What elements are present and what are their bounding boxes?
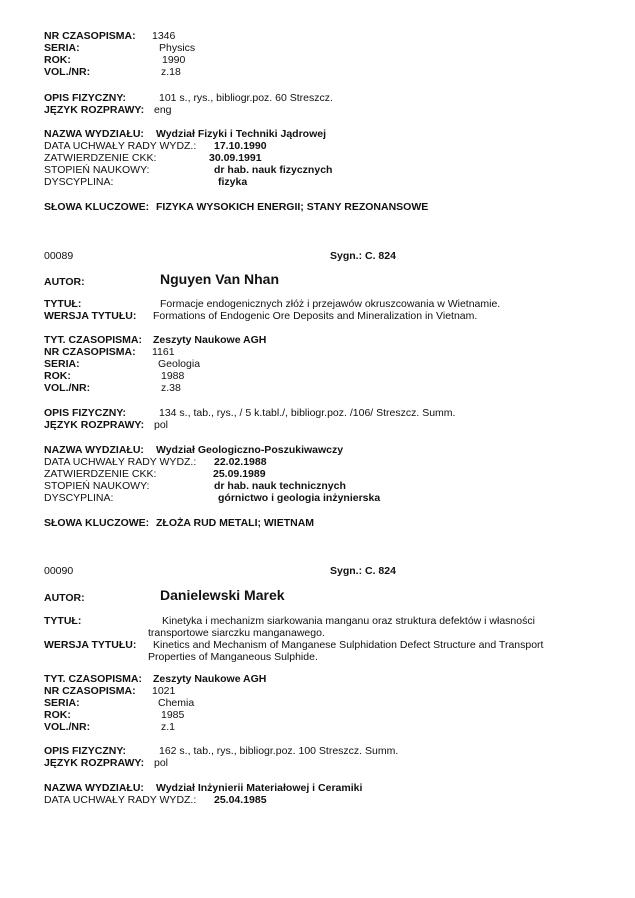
stopien-value: dr hab. nauk technicznych xyxy=(214,480,346,492)
wersja-tytulu-line1: Kinetics and Mechanism of Manganese Sulphidation Defect Structure and Transport xyxy=(153,639,544,651)
stopien-label: STOPIEŃ NAUKOWY: xyxy=(44,480,150,492)
dyscyplina-value: fizyka xyxy=(218,176,248,188)
wersja-tytulu-label: WERSJA TYTUŁU: xyxy=(44,639,137,651)
autor-value: Danielewski Marek xyxy=(160,587,285,603)
tytul-label: TYTUŁ: xyxy=(44,298,82,310)
vol-nr-value: z.1 xyxy=(161,721,176,733)
tyt-czasopisma-value: Zeszyty Naukowe AGH xyxy=(153,334,267,346)
slowa-kluczowe-value: ZŁOŻA RUD METALI; WIETNAM xyxy=(156,517,315,529)
tyt-czasopisma-value: Zeszyty Naukowe AGH xyxy=(153,673,267,685)
dyscyplina-label: DYSCYPLINA: xyxy=(44,176,114,188)
rok-value: 1985 xyxy=(161,709,185,721)
data-uchwaly-value: 25.04.1985 xyxy=(214,794,267,806)
opis-fizyczny-value: 134 s., tab., rys., / 5 k.tabl./, bibliogr.poz. /106/ Streszcz. Summ. xyxy=(159,407,456,419)
stopien-value: dr hab. nauk fizycznych xyxy=(214,164,333,176)
data-uchwaly-value: 22.02.1988 xyxy=(214,456,267,468)
opis-fizyczny-value: 101 s., rys., bibliogr.poz. 60 Streszcz. xyxy=(159,92,333,104)
data-uchwaly-label: DATA UCHWAŁY RADY WYDZ.: xyxy=(44,140,197,152)
autor-label: AUTOR: xyxy=(44,276,85,288)
nr-czasopisma-label: NR CZASOPISMA: xyxy=(44,30,136,42)
vol-nr-value: z.38 xyxy=(161,382,181,394)
nr-czasopisma-label: NR CZASOPISMA: xyxy=(44,346,136,358)
tytul-line1: Kinetyka i mechanizm siarkowania manganu oraz struktura defektów i własności xyxy=(162,615,535,627)
nr-czasopisma-value: 1161 xyxy=(152,346,175,358)
jezyk-value: pol xyxy=(154,419,169,431)
opis-fizyczny-label: OPIS FIZYCZNY: xyxy=(44,407,127,419)
seria-value: Geologia xyxy=(158,358,201,370)
rok-value: 1988 xyxy=(161,370,185,382)
opis-fizyczny-value: 162 s., tab., rys., bibliogr.poz. 100 Streszcz. Summ. xyxy=(159,745,399,757)
vol-nr-label: VOL./NR: xyxy=(44,66,91,78)
seria-value: Chemia xyxy=(158,697,195,709)
signature: Sygn.: C. 824 xyxy=(330,250,396,262)
vol-nr-value: z.18 xyxy=(161,66,181,78)
dyscyplina-value: górnictwo i geologia inżynierska xyxy=(218,492,381,504)
jezyk-label: JĘZYK ROZPRAWY: xyxy=(44,757,145,769)
wydzial-label: NAZWA WYDZIAŁU: xyxy=(44,128,144,140)
wydzial-label: NAZWA WYDZIAŁU: xyxy=(44,782,144,794)
wydzial-value: Wydział Geologiczno-Poszukiwawczy xyxy=(156,444,344,456)
wersja-tytulu-line2: Properties of Manganeous Sulphide. xyxy=(148,651,318,663)
opis-fizyczny-label: OPIS FIZYCZNY: xyxy=(44,92,127,104)
record-id: 00089 xyxy=(44,250,74,262)
vol-nr-label: VOL./NR: xyxy=(44,721,91,733)
data-uchwaly-label: DATA UCHWAŁY RADY WYDZ.: xyxy=(44,794,197,806)
rok-value: 1990 xyxy=(162,54,186,66)
vol-nr-label: VOL./NR: xyxy=(44,382,91,394)
seria-label: SERIA: xyxy=(44,358,80,370)
nr-czasopisma-value: 1021 xyxy=(152,685,176,697)
wersja-tytulu-label: WERSJA TYTUŁU: xyxy=(44,310,137,322)
wydzial-value: Wydział Fizyki i Techniki Jądrowej xyxy=(156,128,326,140)
seria-value: Physics xyxy=(159,42,196,54)
seria-label: SERIA: xyxy=(44,697,80,709)
stopien-label: STOPIEŃ NAUKOWY: xyxy=(44,164,150,176)
autor-label: AUTOR: xyxy=(44,592,85,604)
zatwierdzenie-value: 30.09.1991 xyxy=(209,152,262,164)
record-id: 00090 xyxy=(44,565,74,577)
autor-value: Nguyen Van Nhan xyxy=(160,271,280,287)
nr-czasopisma-label: NR CZASOPISMA: xyxy=(44,685,136,697)
jezyk-label: JĘZYK ROZPRAWY: xyxy=(44,104,145,116)
wersja-tytulu-value: Formations of Endogenic Ore Deposits and Mineralization in Vietnam. xyxy=(153,310,478,322)
wydzial-label: NAZWA WYDZIAŁU: xyxy=(44,444,144,456)
data-uchwaly-label: DATA UCHWAŁY RADY WYDZ.: xyxy=(44,456,197,468)
jezyk-value: pol xyxy=(154,757,169,769)
signature: Sygn.: C. 824 xyxy=(330,565,396,577)
tyt-czasopisma-label: TYT. CZASOPISMA: xyxy=(44,673,143,685)
tytul-value: Formacje endogenicznych złóż i przejawów okruszcowania w Wietnamie. xyxy=(160,298,501,310)
rok-label: ROK: xyxy=(44,709,71,721)
jezyk-label: JĘZYK ROZPRAWY: xyxy=(44,419,145,431)
wydzial-value: Wydział Inżynierii Materiałowej i Ceramiki xyxy=(156,782,363,794)
tytul-line2: transportowe siarczku manganawego. xyxy=(148,627,325,639)
zatwierdzenie-label: ZATWIERDZENIE CKK: xyxy=(44,468,157,480)
rok-label: ROK: xyxy=(44,54,71,66)
slowa-kluczowe-value: FIZYKA WYSOKICH ENERGII; STANY REZONANSOWE xyxy=(156,201,429,213)
tytul-label: TYTUŁ: xyxy=(44,615,82,627)
seria-label: SERIA: xyxy=(44,42,80,54)
slowa-kluczowe-label: SŁOWA KLUCZOWE: xyxy=(44,517,150,529)
dyscyplina-label: DYSCYPLINA: xyxy=(44,492,114,504)
tyt-czasopisma-label: TYT. CZASOPISMA: xyxy=(44,334,143,346)
data-uchwaly-value: 17.10.1990 xyxy=(214,140,267,152)
slowa-kluczowe-label: SŁOWA KLUCZOWE: xyxy=(44,201,150,213)
opis-fizyczny-label: OPIS FIZYCZNY: xyxy=(44,745,127,757)
zatwierdzenie-label: ZATWIERDZENIE CKK: xyxy=(44,152,157,164)
nr-czasopisma-value: 1346 xyxy=(152,30,176,42)
jezyk-value: eng xyxy=(154,104,172,116)
zatwierdzenie-value: 25.09.1989 xyxy=(213,468,266,480)
rok-label: ROK: xyxy=(44,370,71,382)
